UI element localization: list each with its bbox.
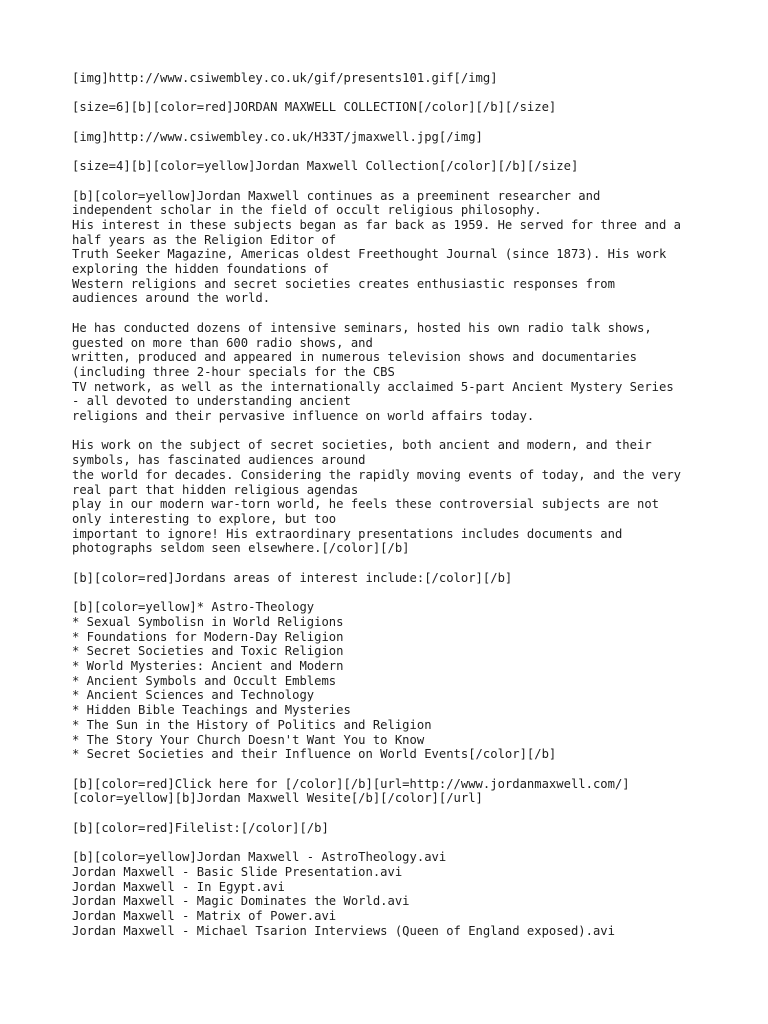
text-line: the world for decades. Considering the rapidly moving events of today, and the very (72, 467, 682, 482)
text-paragraph (72, 777, 722, 806)
text-line: play in our modern war-torn world, he feels these controversial subjects are not (72, 497, 659, 512)
text-line: (including three 2-hour specials for the CBS (72, 364, 395, 379)
text-line: important to ignore! His extraordinary presentations includes documents and (72, 526, 623, 541)
text-line: [b][color=yellow]* Astro-Theology (72, 600, 315, 615)
text-line: - all devoted to understanding ancient (72, 394, 351, 409)
text-line: Jordan Maxwell - In Egypt.avi (72, 879, 285, 894)
text-line: audiences around the world. (72, 291, 271, 306)
text-paragraph (72, 159, 722, 174)
text-line: guested on more than 600 radio shows, and (72, 335, 373, 350)
text-line: TV network, as well as the internationally acclaimed 5-part Ancient Mystery Series (72, 379, 674, 394)
text-line: [b][color=yellow]Jordan Maxwell continues as a preeminent researcher and (72, 188, 601, 203)
text-line: real part that hidden religious agendas (72, 482, 359, 497)
text-line: symbols, has fascinated audiences around (72, 453, 366, 468)
text-line: [size=6][b][color=red]JORDAN MAXWELL COLLECTION[/color][/b][/size] (72, 100, 557, 115)
text-paragraph (72, 821, 722, 836)
text-line: He has conducted dozens of intensive seminars, hosted his own radio talk shows, (72, 320, 652, 335)
text-line: Jordan Maxwell - Matrix of Power.avi (72, 908, 337, 923)
text-line: * Secret Societies and their Influence on World Events[/color][/b] (72, 747, 557, 762)
text-paragraph (72, 600, 722, 762)
text-line: independent scholar in the field of occult religious philosophy. (72, 203, 542, 218)
text-line: Jordan Maxwell - Magic Dominates the World.avi (72, 894, 410, 909)
text-line: Western religions and secret societies creates enthusiastic responses from (72, 276, 615, 291)
text-line: [img]http://www.csiwembley.co.uk/H33T/jmaxwell.jpg[/img] (72, 129, 483, 144)
text-paragraph (72, 130, 722, 145)
text-line: Truth Seeker Magazine, Americas oldest Freethought Journal (since 1873). His work (72, 247, 667, 262)
text-line: half years as the Religion Editor of (72, 232, 337, 247)
text-paragraph (72, 100, 722, 115)
text-line: [b][color=yellow]Jordan Maxwell - AstroTheology.avi (72, 850, 447, 865)
text-line: religions and their pervasive influence on world affairs today. (72, 409, 535, 424)
text-line: * Sexual Symbolisn in World Religions (72, 614, 344, 629)
text-paragraph (72, 71, 722, 86)
text-line: * Foundations for Modern-Day Religion (72, 629, 344, 644)
text-line: only interesting to explore, but too (72, 512, 337, 526)
text-line: Jordan Maxwell - Michael Tsarion Interviews (Queen of England exposed).avi (72, 923, 615, 938)
document-page (72, 71, 722, 953)
text-line: His interest in these subjects began as far back as 1959. He served for three and a (72, 217, 682, 232)
text-line: [img]http://www.csiwembley.co.uk/gif/presents101.gif[/img] (72, 71, 498, 85)
text-paragraph (72, 189, 722, 307)
text-line: * Secret Societies and Toxic Religion (72, 644, 344, 659)
text-line: [b][color=red]Filelist:[/color][/b] (72, 820, 329, 835)
text-line: photographs seldom seen elsewhere.[/color][/b] (72, 541, 410, 556)
text-line: * World Mysteries: Ancient and Modern (72, 659, 344, 673)
text-paragraph (72, 571, 722, 586)
text-line: * Ancient Symbols and Occult Emblems (72, 673, 337, 688)
text-line: * The Story Your Church Doesn't Want You to Know (72, 732, 425, 747)
text-line: [color=yellow][b]Jordan Maxwell Wesite[/b][/color][/url] (72, 791, 483, 806)
text-line: [b][color=red]Jordans areas of interest include:[/color][/b] (72, 570, 513, 585)
text-line: * Hidden Bible Teachings and Mysteries (72, 703, 351, 718)
text-line: His work on the subject of secret societies, both ancient and modern, and their (72, 438, 652, 453)
text-line: written, produced and appeared in numerous television shows and documentaries (72, 350, 637, 365)
text-line: exploring the hidden foundations of (72, 262, 329, 277)
text-line: * Ancient Sciences and Technology (72, 688, 315, 703)
text-line: * The Sun in the History of Politics and Religion (72, 717, 432, 732)
text-line: Jordan Maxwell - Basic Slide Presentation.avi (72, 864, 403, 879)
text-line: [b][color=red]Click here for [/color][/b][url=http://www.jordanmaxwell.com/] (72, 776, 630, 791)
text-paragraph (72, 850, 722, 938)
text-line: [size=4][b][color=yellow]Jordan Maxwell Collection[/color][/b][/size] (72, 159, 579, 174)
text-paragraph (72, 438, 722, 556)
text-paragraph (72, 321, 722, 424)
